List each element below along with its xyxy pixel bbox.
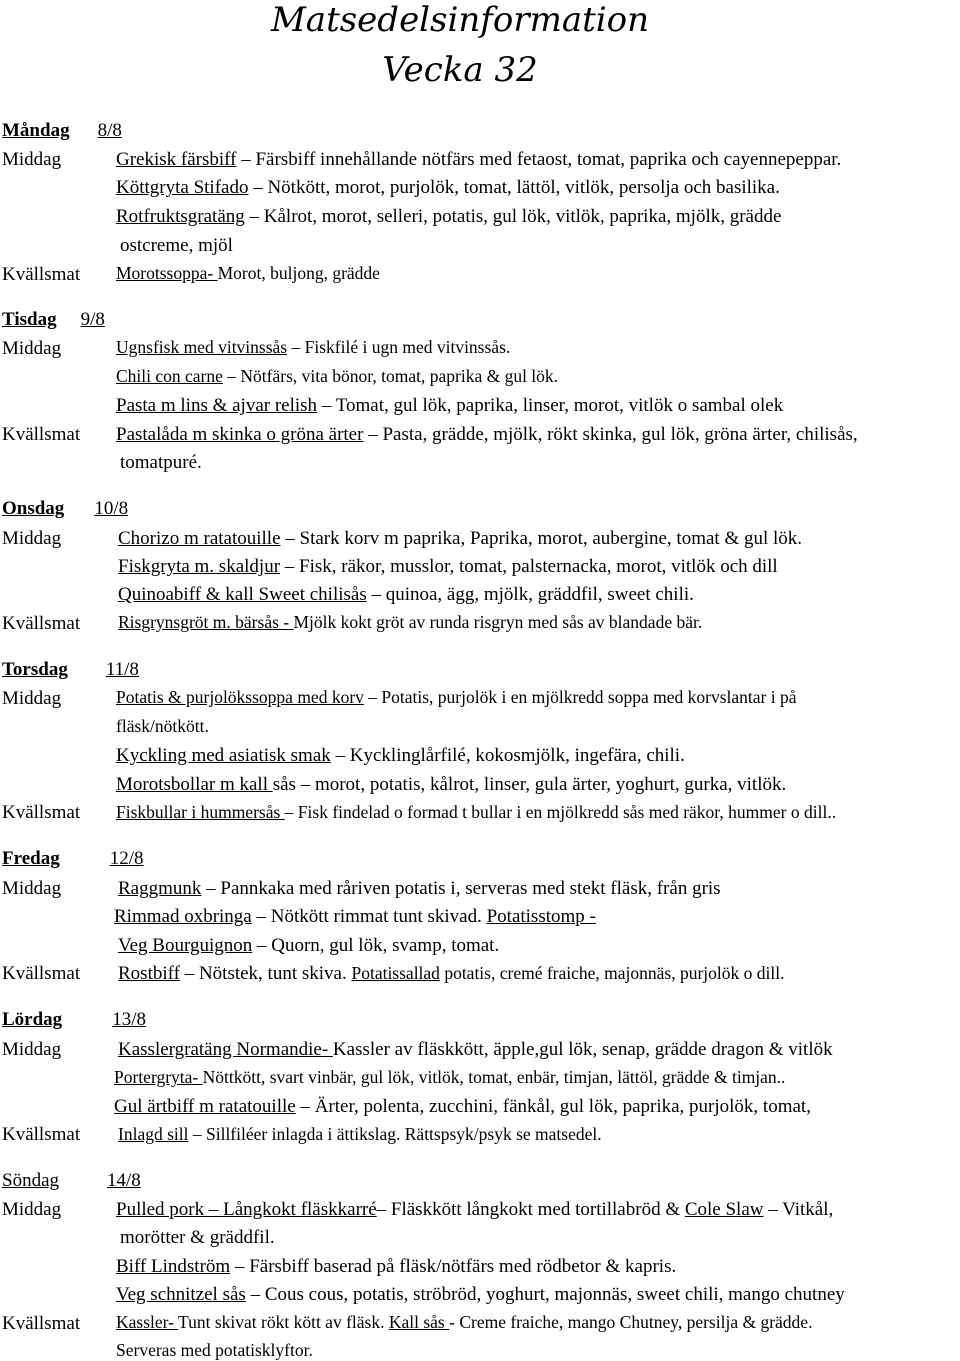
dish-description: – Nötkött, morot, purjolök, tomat, lättöl, vitlök, persolja och basilika. — [248, 177, 780, 198]
dish-description: – Cous cous, potatis, ströbröd, yoghurt, majonnäs, sweet chili, mango chutney — [245, 1284, 845, 1305]
dish-line — [116, 1314, 812, 1332]
meal-label-kvallsmat: Kvällsmat — [2, 264, 81, 285]
meal-label-middag: Middag — [2, 338, 62, 359]
dish-line — [118, 1126, 602, 1144]
dish-description: – Fiskfilé i ugn med vitvinssås. — [287, 337, 511, 357]
day-name: Torsdag — [2, 659, 68, 680]
dish-name: Pasta m lins & ajvar relish — [116, 395, 318, 416]
dish-line — [118, 557, 778, 576]
dish-name: Veg Bourguignon — [118, 935, 253, 956]
dish-line — [116, 396, 783, 415]
dish-name: Cole Slaw — [684, 1199, 764, 1220]
day-name: Fredag — [2, 848, 60, 869]
dish-description: – Fisk, räkor, musslor, tomat, palsternacka, morot, vitlök och dill — [280, 556, 778, 577]
dish-name: Inlagd sill — [118, 1124, 189, 1144]
meal-label-middag: Middag — [2, 688, 62, 709]
dish-name: Kassler- — [116, 1312, 179, 1332]
day-date: 8/8 — [97, 120, 122, 141]
dish-description: Mjölk kokt gröt av runda risgryn med sås av blandade bär. — [293, 612, 703, 632]
dish-description: – Ärter, polenta, zucchini, fänkål, gul lök, paprika, purjolök, tomat, — [295, 1096, 811, 1117]
day-heading-monday — [2, 121, 122, 140]
day-name: Lördag — [2, 1009, 63, 1030]
dish-description: – Potatis, purjolök i en mjölkredd soppa med korvslantar i på — [363, 687, 797, 707]
dish-description: – Nötkött rimmat tunt skivad. — [251, 906, 487, 927]
dish-description-continued: fläsk/nötkött. — [116, 716, 209, 736]
day-date: 9/8 — [80, 309, 105, 330]
day-date: 14/8 — [107, 1170, 141, 1191]
dish-name: Rimmad oxbringa — [114, 906, 252, 927]
dish-line — [118, 964, 785, 983]
dish-description: – Quorn, gul lök, svamp, tomat. — [252, 935, 500, 956]
dish-description: – Nötstek, tunt skiva. — [179, 963, 352, 984]
dish-description-continued: tomatpuré. — [120, 452, 202, 473]
meal-label-kvallsmat: Kvällsmat — [2, 613, 81, 634]
dish-name: Morotssoppa- — [116, 263, 218, 283]
meal-label-kvallsmat: Kvällsmat — [2, 1313, 81, 1334]
dish-description: – Färsbiff innehållande nötfärs med fetaost, tomat, paprika och cayennepeppar. — [236, 149, 842, 170]
day-heading-thursday — [2, 660, 139, 679]
dish-description-continued: Serveras med potatisklyftor. — [116, 1340, 313, 1360]
dish-line — [116, 368, 558, 386]
meal-label-middag: Middag — [2, 149, 62, 170]
dish-name: Risgrynsgröt m. bärsås - — [118, 612, 294, 632]
day-heading-sunday — [2, 1171, 141, 1190]
dish-name: Potatisstomp - — [486, 906, 596, 927]
dish-name: Ugnsfisk med vitvinssås — [116, 337, 288, 357]
dish-description: Tunt skivat rökt kött av fläsk. — [178, 1312, 389, 1332]
dish-name: Fiskbullar i hummersås — [116, 802, 285, 822]
day-heading-tuesday — [2, 310, 105, 329]
day-date: 13/8 — [112, 1009, 146, 1030]
meal-label-middag: Middag — [2, 878, 62, 899]
meal-label-middag: Middag — [2, 1199, 62, 1220]
dish-description: – quinoa, ägg, mjölk, gräddfil, sweet chili. — [366, 584, 694, 605]
dish-name: Grekisk färsbiff — [116, 149, 237, 170]
dish-name: Potatis & purjolökssoppa med korv — [116, 687, 364, 707]
day-name: Tisdag — [2, 309, 57, 330]
dish-line — [116, 207, 781, 226]
dish-name: Veg schnitzel sås — [116, 1284, 246, 1305]
dish-description: – Pasta, grädde, mjölk, rökt skinka, gul lök, gröna ärter, chilisås, — [363, 424, 858, 445]
dish-description: – Nötfärs, vita bönor, tomat, paprika & gul lök. — [222, 366, 559, 386]
meal-label-middag: Middag — [2, 1039, 62, 1060]
dish-name: Portergryta- — [114, 1067, 203, 1087]
dish-description: – Stark korv m paprika, Paprika, morot, aubergine, tomat & gul lök. — [280, 528, 803, 549]
dish-name: Fiskgryta m. skaldjur — [118, 556, 281, 577]
dish-line — [116, 1285, 845, 1304]
day-name: Onsdag — [2, 498, 65, 519]
dish-name: Quinoabiff & kall Sweet chilisås — [118, 584, 367, 605]
dish-line — [116, 178, 780, 197]
day-heading-saturday — [2, 1010, 146, 1029]
dish-line — [116, 265, 380, 283]
dish-name: Chorizo m ratatouille — [118, 528, 281, 549]
dish-line — [118, 585, 694, 604]
dish-name: Raggmunk — [118, 878, 202, 899]
dish-description: – Pannkaka med råriven potatis i, serveras med stekt fläsk, från gris — [201, 878, 721, 899]
dish-description: - Creme fraiche, mango Chutney, persilja & grädde. — [449, 1312, 813, 1332]
dish-description: – Sillfiléer inlagda i ättikslag. Rättspsyk/psyk se matsedel. — [188, 1124, 602, 1144]
dish-line — [116, 339, 510, 357]
day-heading-wednesday — [2, 499, 128, 518]
page-title-line1: Matsedelsinformation — [270, 0, 650, 40]
day-name: Söndag — [2, 1170, 59, 1191]
dish-line — [118, 1040, 833, 1059]
meal-label-kvallsmat: Kvällsmat — [2, 424, 81, 445]
day-date: 12/8 — [109, 848, 144, 869]
dish-line — [116, 425, 858, 444]
dish-description: Nöttkött, svart vinbär, gul lök, vitlök, tomat, enbär, timjan, lättöl, grädde & timjan.. — [202, 1067, 786, 1087]
dish-line — [116, 1200, 833, 1219]
dish-description: – Kålrot, morot, selleri, potatis, gul lök, vitlök, paprika, mjölk, grädde — [244, 206, 782, 227]
page-title-line2: Vecka 32 — [382, 50, 538, 90]
dish-description: potatis, cremé fraiche, majonnäs, purjolök o dill. — [439, 963, 785, 983]
dish-name: Potatissallad — [351, 963, 440, 983]
dish-name: Kall sås — [388, 1312, 450, 1332]
dish-line — [116, 746, 685, 765]
dish-name: Rotfruktsgratäng — [116, 206, 245, 227]
dish-description: – Vitkål, — [763, 1199, 834, 1220]
dish-description: – Kycklinglårfilé, kokosmjölk, ingefära, chili. — [330, 745, 685, 766]
dish-description-continued: ostcreme, mjöl — [120, 235, 233, 256]
dish-name: Kyckling med asiatisk smak — [116, 745, 331, 766]
day-heading-friday — [2, 849, 143, 868]
dish-name: Pulled pork – Långkokt fläskkarré — [116, 1199, 377, 1220]
dish-description: Kassler av fläskkött, äpple,gul lök, senap, grädde dragon & vitlök — [332, 1039, 833, 1060]
dish-line — [116, 804, 836, 822]
dish-name: Kasslergratäng Normandie- — [118, 1039, 333, 1060]
dish-line — [116, 1257, 676, 1276]
dish-line — [114, 1069, 785, 1087]
dish-description: – Färsbiff baserad på fläsk/nötfärs med rödbetor & kapris. — [230, 1256, 677, 1277]
dish-description: – Fläskkött långkokt med tortillabröd & — [376, 1199, 685, 1220]
dish-line — [114, 907, 596, 926]
dish-line — [116, 775, 786, 794]
dish-name: Chili con carne — [116, 366, 223, 386]
dish-line — [118, 879, 721, 898]
dish-description: – Tomat, gul lök, paprika, linser, morot, vitlök o sambal olek — [317, 395, 784, 416]
meal-label-kvallsmat: Kvällsmat — [2, 963, 81, 984]
dish-name: Morotsbollar m kall — [116, 774, 273, 795]
dish-name: Rostbiff — [118, 963, 180, 984]
dish-line — [116, 689, 796, 707]
dish-line — [118, 936, 499, 955]
dish-line — [114, 1097, 811, 1116]
dish-description-continued: morötter & gräddfil. — [120, 1227, 275, 1248]
dish-description: – Fisk findelad o formad t bullar i en mjölkredd sås med räkor, hummer o dill.. — [284, 802, 837, 822]
dish-description: Morot, buljong, grädde — [217, 263, 380, 283]
dish-line — [116, 150, 841, 169]
day-date: 11/8 — [105, 659, 139, 680]
meal-label-kvallsmat: Kvällsmat — [2, 1124, 81, 1145]
dish-line — [118, 614, 702, 632]
dish-name: Biff Lindström — [116, 1256, 231, 1277]
dish-name: Gul ärtbiff m ratatouille — [114, 1096, 296, 1117]
dish-line — [118, 529, 802, 548]
meal-label-kvallsmat: Kvällsmat — [2, 802, 81, 823]
meal-label-middag: Middag — [2, 528, 62, 549]
dish-description: sås – morot, potatis, kålrot, linser, gula ärter, yoghurt, gurka, vitlök. — [272, 774, 787, 795]
day-date: 10/8 — [94, 498, 129, 519]
dish-name: Pastalåda m skinka o gröna ärter — [116, 424, 364, 445]
day-name: Måndag — [2, 120, 70, 141]
dish-name: Köttgryta Stifado — [116, 177, 249, 198]
